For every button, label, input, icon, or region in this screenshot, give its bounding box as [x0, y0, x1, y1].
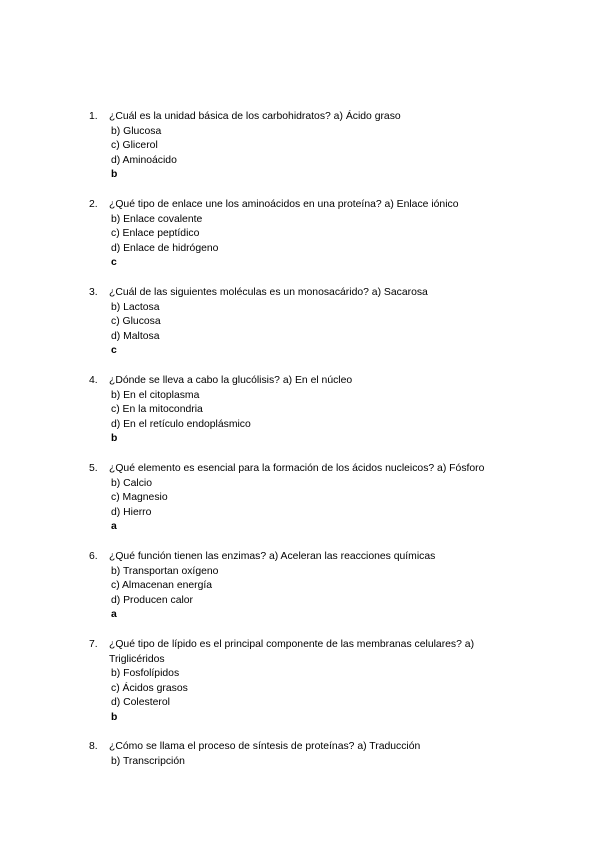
option-b: b) Calcio [111, 477, 152, 489]
question-line [89, 110, 529, 125]
option-d: d) Maltosa [111, 330, 160, 342]
answer-key: b [111, 433, 118, 445]
answer-key: c [111, 345, 117, 357]
question-line [89, 286, 529, 301]
option-b: b) Transcripción [111, 755, 185, 767]
option-b: b) En el citoplasma [111, 389, 200, 401]
question-text: ¿Cuál de las siguientes moléculas es un monosacárido? a) Sacarosa [109, 287, 428, 298]
question-text: ¿Cómo se llama el proceso de síntesis de proteínas? a) Traducción [109, 741, 421, 752]
answer-key: b [111, 711, 118, 723]
question-number: 8. [89, 741, 98, 752]
question-number: 7. [89, 639, 98, 650]
answer-key: a [111, 521, 117, 533]
question-4 [89, 374, 529, 447]
option-c: c) Enlace peptídico [111, 228, 200, 240]
question-number: 4. [89, 375, 98, 386]
option-c: c) Glicerol [111, 140, 158, 152]
option-d: d) Aminoácido [111, 154, 177, 166]
question-5 [89, 462, 529, 535]
question-line [89, 740, 529, 755]
option-d: d) Producen calor [111, 594, 194, 606]
question-text: ¿Qué función tienen las enzimas? a) Aceleran las reacciones químicas [109, 551, 436, 562]
option-c: c) Almacenan energía [111, 580, 213, 592]
option-d: d) Enlace de hidrógeno [111, 242, 219, 254]
option-c: c) Ácidos grasos [111, 682, 188, 694]
question-line [89, 638, 529, 667]
question-text: ¿Qué tipo de lípido es el principal componente de las membranas celulares? a) Triglicéridos [109, 639, 475, 665]
question-number: 2. [89, 199, 98, 210]
option-b: b) Enlace covalente [111, 213, 203, 225]
question-text: ¿Dónde se lleva a cabo la glucólisis? a) En el núcleo [109, 375, 353, 386]
question-number: 5. [89, 463, 98, 474]
question-2 [89, 198, 529, 271]
question-3 [89, 286, 529, 359]
option-d: d) Colesterol [111, 697, 170, 709]
question-line [89, 550, 529, 565]
option-b: b) Lactosa [111, 301, 160, 313]
question-number: 6. [89, 551, 98, 562]
answer-key: b [111, 169, 118, 181]
option-b: b) Fosfolípidos [111, 668, 180, 680]
question-7 [89, 638, 529, 726]
question-number: 3. [89, 287, 98, 298]
question-text: ¿Cuál es la unidad básica de los carbohidratos? a) Ácido graso [109, 111, 401, 122]
option-c: c) Glucosa [111, 316, 161, 328]
question-text: ¿Qué tipo de enlace une los aminoácidos en una proteína? a) Enlace iónico [109, 199, 459, 210]
option-b: b) Glucosa [111, 125, 162, 137]
option-c: c) En la mitocondria [111, 404, 203, 416]
question-line [89, 374, 529, 389]
option-d: d) Hierro [111, 506, 152, 518]
question-number: 1. [89, 111, 98, 122]
option-d: d) En el retículo endoplásmico [111, 418, 251, 430]
option-c: c) Magnesio [111, 492, 168, 504]
option-b: b) Transportan oxígeno [111, 565, 219, 577]
answer-key: a [111, 609, 117, 621]
question-8 [89, 740, 529, 769]
question-6 [89, 550, 529, 623]
answer-key: c [111, 257, 117, 269]
question-line [89, 462, 529, 477]
question-1 [89, 110, 529, 183]
question-text: ¿Qué elemento es esencial para la formación de los ácidos nucleicos? a) Fósforo [109, 463, 485, 474]
question-line [89, 198, 529, 213]
